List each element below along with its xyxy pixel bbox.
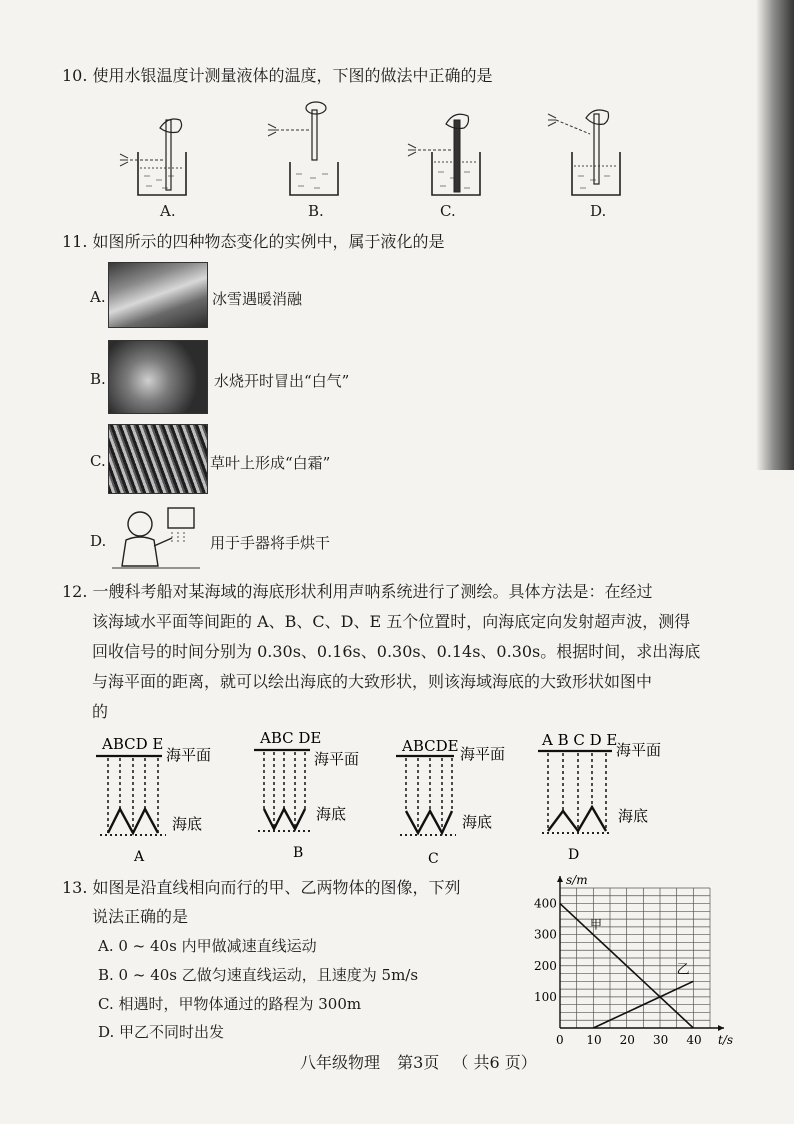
q12-diagram-a bbox=[96, 735, 211, 865]
q10-option-c: C. bbox=[440, 202, 456, 220]
q13-line-1: 13. 如图是沿直线相向而行的甲、乙两物体的图像，下列 bbox=[62, 878, 461, 897]
q12-a-sea: 海平面 bbox=[166, 746, 212, 764]
footer-page: 第3页 bbox=[397, 1053, 440, 1072]
scan-shadow bbox=[756, 0, 794, 470]
q12-b-floor: 海底 bbox=[316, 805, 347, 823]
q10-text: 10. 使用水银温度计测量液体的温度，下图的做法中正确的是 bbox=[62, 66, 493, 85]
q11-option-d-letter: D. bbox=[90, 532, 107, 550]
x-tick-label: 40 bbox=[686, 1033, 702, 1047]
q12-line-1: 12. 一艘科考船对某海域的海底形状利用声呐系统进行了测绘。具体方法是：在经过 bbox=[62, 582, 653, 601]
q12-a-floor: 海底 bbox=[172, 815, 203, 833]
q11-option-b-text: 水烧开时冒出“白气” bbox=[214, 372, 350, 390]
q11-option-b-letter: B. bbox=[90, 370, 106, 388]
q12-line-4: 与海平面的距离，就可以绘出海底的大致形状，则该海域海底的大致形状如图中 bbox=[92, 672, 653, 691]
q12-d-label: D bbox=[568, 847, 580, 863]
q11-option-a-text: 冰雪遇暖消融 bbox=[212, 290, 303, 308]
q12-diagrams bbox=[90, 725, 730, 870]
y-tick-label: 100 bbox=[534, 989, 557, 1004]
q10-fig-a bbox=[120, 119, 186, 195]
page-footer bbox=[300, 1050, 537, 1073]
q13-option-a: A. 0 ~ 40s 内甲做减速直线运动 bbox=[98, 937, 317, 955]
q10-option-b: B. bbox=[308, 202, 324, 220]
q12-b-points: ABC DE bbox=[260, 729, 322, 747]
q12-d-sea: 海平面 bbox=[616, 741, 662, 759]
q13-option-c: C. 相遇时，甲物体通过的路程为 300m bbox=[98, 995, 362, 1013]
q12-c-sea: 海平面 bbox=[460, 745, 506, 763]
q12-diagram-b bbox=[254, 729, 359, 861]
x-tick-label: 10 bbox=[586, 1033, 602, 1047]
q12-c-floor: 海底 bbox=[462, 813, 493, 831]
q11-text: 11. 如图所示的四种物态变化的实例中，属于液化的是 bbox=[62, 232, 445, 251]
q12-b-label: B bbox=[293, 845, 304, 861]
y-tick-label: 200 bbox=[534, 958, 557, 973]
q12-c-points: ABCDE bbox=[402, 737, 459, 755]
q12-line-5: 的 bbox=[92, 702, 109, 721]
x-axis-label: t/s bbox=[718, 1033, 734, 1047]
q10-fig-d bbox=[548, 110, 620, 195]
q12-c-label: C bbox=[428, 851, 439, 867]
q12-diagram-c bbox=[396, 737, 505, 867]
y-tick-label: 400 bbox=[534, 896, 557, 911]
x-tick-label: 30 bbox=[653, 1033, 669, 1047]
q13-line-2: 说法正确的是 bbox=[92, 907, 189, 926]
q12-line-3: 回收信号的时间分别为 0.30s、0.16s、0.30s、0.14s、0.30s。根据时间，求出海底 bbox=[92, 642, 701, 661]
q11-option-d-text: 用于手器将手烘干 bbox=[210, 534, 331, 552]
q10-figures bbox=[100, 100, 660, 200]
y-axis-arrow bbox=[557, 876, 563, 882]
q11-option-a-letter: A. bbox=[90, 288, 106, 306]
q10-option-a: A. bbox=[160, 202, 176, 220]
q11-option-c-letter: C. bbox=[90, 452, 106, 470]
q12-a-label: A bbox=[134, 849, 145, 865]
series-label-jia: 甲 bbox=[590, 917, 603, 932]
s-t-chart bbox=[528, 868, 734, 1050]
x-tick-label: 0 bbox=[556, 1033, 564, 1047]
q12-d-floor: 海底 bbox=[618, 807, 649, 825]
q12-a-points: ABCD E bbox=[102, 735, 164, 753]
q13-option-d: D. 甲乙不同时出发 bbox=[98, 1023, 225, 1041]
boiling-kettle-photo bbox=[108, 340, 208, 414]
x-axis-arrow bbox=[718, 1025, 724, 1031]
q11-option-c-text: 草叶上形成“白霜” bbox=[210, 454, 331, 472]
frost-grass-photo bbox=[108, 424, 208, 494]
y-axis-label: s/m bbox=[566, 873, 588, 887]
series-label-yi: 乙 bbox=[676, 962, 690, 978]
x-tick-label: 20 bbox=[619, 1033, 635, 1047]
q12-d-points: A B C D E bbox=[542, 731, 618, 749]
q13-option-b: B. 0 ~ 40s 乙做匀速直线运动，且速度为 5m/s bbox=[98, 966, 419, 984]
q10-option-d: D. bbox=[590, 202, 607, 220]
q10-fig-b bbox=[268, 102, 338, 195]
footer-total: （ 共6 页） bbox=[452, 1053, 537, 1072]
q12-b-sea: 海平面 bbox=[314, 750, 360, 768]
footer-subject: 八年级物理 bbox=[300, 1053, 381, 1072]
q10-fig-c bbox=[408, 114, 480, 195]
hand-dryer-illustration bbox=[108, 500, 204, 572]
q12-diagram-d bbox=[538, 731, 661, 863]
q12-line-2: 该海域水平面等间距的 A、B、C、D、E 五个位置时，向海底定向发射超声波，测得 bbox=[92, 612, 691, 631]
ice-melting-photo bbox=[108, 262, 208, 328]
y-tick-label: 300 bbox=[534, 927, 557, 942]
